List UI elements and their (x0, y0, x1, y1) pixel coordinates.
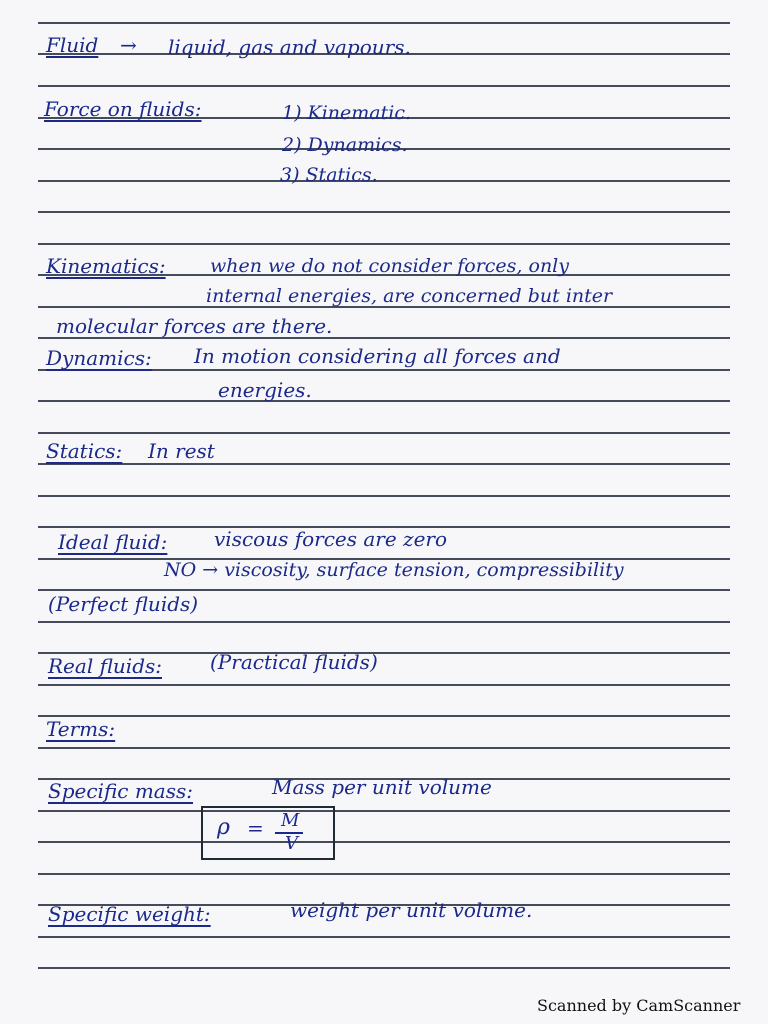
forces-item-1: 1) Kinematic. (282, 102, 412, 124)
scanner-watermark: Scanned by CamScanner (537, 996, 741, 1015)
kinematics-line-1: when we do not consider forces, only (210, 255, 569, 277)
specific-mass-term: Specific mass: (48, 779, 193, 803)
ideal-fluid-definition: viscous forces are zero (214, 527, 448, 551)
kinematics-line-2: internal energies, are concerned but inter (206, 285, 613, 307)
specific-mass-definition: Mass per unit volume (272, 775, 492, 799)
rule-line (38, 873, 730, 875)
forces-term: Force on fluids: (44, 97, 202, 121)
rule-line (38, 432, 730, 434)
rule-line (38, 211, 730, 213)
real-fluids-definition: (Practical fluids) (210, 650, 378, 674)
rule-line (38, 747, 730, 749)
rule-line (38, 22, 730, 24)
rule-line (38, 463, 730, 465)
kinematics-line-3: molecular forces are there. (56, 314, 333, 338)
terms-heading: Terms: (46, 717, 116, 741)
ideal-fluid-term: Ideal fluid: (58, 530, 168, 554)
dynamics-term: Dynamics: (46, 346, 152, 370)
rule-line (38, 715, 730, 717)
rule-line (38, 400, 730, 402)
specific-mass-formula-box (201, 806, 335, 860)
specific-weight-term: Specific weight: (48, 902, 211, 926)
statics-definition: In rest (148, 439, 215, 463)
rule-line (38, 621, 730, 623)
rule-line (38, 936, 730, 938)
rule-line (38, 495, 730, 497)
rule-line (38, 180, 730, 182)
ideal-fluid-line-2: NO → viscosity, surface tension, compressibility (164, 559, 624, 581)
rule-line (38, 85, 730, 87)
forces-item-3: 3) Statics. (280, 164, 378, 186)
ideal-fluid-line-3: (Perfect fluids) (48, 592, 199, 616)
real-fluids-term: Real fluids: (48, 654, 162, 678)
rule-line (38, 243, 730, 245)
dynamics-line-1: In motion considering all forces and (194, 344, 561, 368)
fluid-definition: liquid, gas and vapours. (168, 35, 411, 59)
rule-line (38, 841, 730, 843)
formula-numerator: M (281, 810, 300, 831)
kinematics-term: Kinematics: (46, 254, 166, 278)
rule-line (38, 810, 730, 812)
fluid-term: Fluid (46, 33, 99, 57)
forces-item-2: 2) Dynamics. (282, 134, 408, 156)
specific-weight-definition: weight per unit volume. (290, 898, 533, 922)
rule-line (38, 967, 730, 969)
rule-line (38, 684, 730, 686)
dynamics-line-2: energies. (218, 378, 312, 402)
fluid-arrow: → (120, 33, 137, 57)
statics-term: Statics: (46, 439, 123, 463)
rule-line (38, 589, 730, 591)
formula-rho: ρ (217, 815, 230, 840)
formula-equals: = (247, 816, 264, 840)
formula-denominator: V (285, 833, 298, 854)
